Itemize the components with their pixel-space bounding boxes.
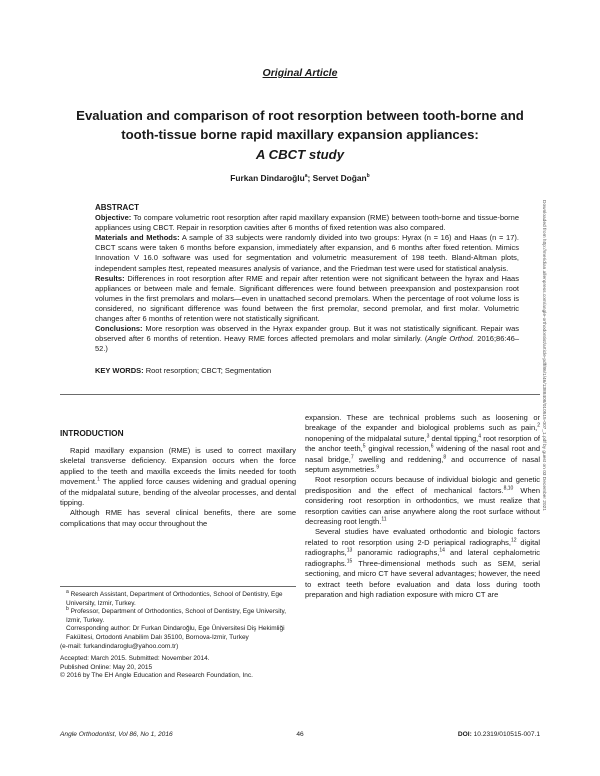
- body-text: Rapid maxillary expansion (RME) is used to correct maxillary skeletal transverse deficiency. Expansion occurs when the force applied to the teeth and maxilla exceeds the limits needed for tooth movement.: [60, 446, 296, 487]
- keywords: [95, 366, 271, 375]
- abstract-label: Results:: [95, 273, 125, 283]
- corresponding-email: (e-mail: furkandindaroglu@yahoo.com.tr): [60, 642, 179, 650]
- footnotes: [60, 588, 296, 681]
- abstract-methods: [95, 233, 519, 273]
- citation-journal: Angle Orthod.: [427, 334, 475, 344]
- abstract-results: [95, 274, 519, 324]
- footnote-text: Professor, Department of Orthodontics, School of Dentistry, Ege University, Izmir, Turkey.: [66, 608, 287, 624]
- author-list: [0, 173, 600, 183]
- section-divider: [60, 394, 540, 395]
- abstract-objective: [95, 213, 519, 233]
- body-paragraph: Although RME has several clinical benefits, there are some complications that may occur throughout the: [60, 508, 296, 528]
- keywords-label: KEY WORDS:: [95, 366, 144, 375]
- footer-journal: Angle Orthodontist, Vol 86, No 1, 2016: [60, 731, 173, 738]
- title-line-2: tooth-tissue borne rapid maxillary expansion appliances:: [121, 127, 479, 142]
- footnote-marker: b: [66, 606, 69, 613]
- author-affiliation-marker: b: [366, 173, 370, 180]
- footnote-divider: [60, 586, 296, 587]
- abstract-heading: ABSTRACT: [95, 203, 139, 212]
- footer-doi: [458, 731, 540, 738]
- body-text: The applied force causes widening and gradual opening of the midpalatal suture, bending of the alveolar processes, and dental tipping.: [60, 477, 296, 508]
- abstract-label: Conclusions:: [95, 324, 143, 334]
- keywords-text: Root resorption; CBCT; Segmentation: [145, 366, 272, 375]
- author-name: Furkan Dindaroğlu: [230, 173, 305, 183]
- left-column: [60, 446, 296, 529]
- footnote: [60, 608, 296, 625]
- accepted-date: Accepted: March 2015. Submitted: November 2014.: [60, 655, 210, 663]
- body-paragraph: Several studies have evaluated orthodontic and biologic factors related to root resorption using 2-D periapical radiographs,$^{12}$ digital radiographs,$^{13}$ panoramic radiographs,$^{14}$ and lateral cephalometric radiographs.$^{15}$ Three-dimensional methods such as SEM, serial sectioning, and micro CT have several advantages; however, the need to extract teeth before evaluation and data loss during tooth preparation and high radiation exposure with micro CT are: [305, 527, 540, 599]
- author-affiliation-marker: a: [304, 173, 308, 180]
- doi-link[interactable]: 10.2319/010515-007.1: [473, 731, 540, 738]
- footnote-marker: a: [66, 588, 69, 595]
- right-column: [305, 413, 540, 600]
- title-line-1: Evaluation and comparison of root resorption between tooth-borne and: [76, 108, 524, 123]
- page-number: 46: [296, 731, 304, 738]
- citation-text: 2016;86:46–52.): [95, 334, 519, 354]
- abstract-label: Materials and Methods:: [95, 233, 180, 243]
- abstract-text: test, repeated measures analysis of variance, and the Friedman test were used for statistical analysis.: [170, 263, 509, 273]
- body-paragraph: expansion. These are technical problems such as loosening or breakage of the expander and biological problems such as pain,$^2$ nonopening of the midpalatal suture,$^3$ dental tipping,$^4$ root resorption of the anchor teeth,$^5$ gingival recession,$^6$ widening of the nasal root and nasal bridge,$^7$ swelling and reddening,$^8$ and occurrence of nasal septum asymmetries.$^9$: [305, 413, 541, 475]
- author-separator: ;: [307, 173, 313, 183]
- copyright: © 2016 by The EH Angle Education and Research Foundation, Inc.: [60, 672, 253, 680]
- author-name: Servet Doğan: [312, 173, 367, 183]
- abstract-label: Objective:: [95, 213, 132, 223]
- abstract-text: More resorption was observed in the Hyrax expander group. But it was not statistically significant. Repair was observed after 6 months of retention. Heavy RME forces affected premolars and molar similarly. (: [95, 324, 519, 344]
- footnote: [60, 588, 296, 608]
- published-date: Published Online: May 20, 2015: [60, 663, 153, 671]
- doi-label: DOI:: [457, 731, 472, 738]
- reference-marker: 1: [97, 476, 100, 483]
- body-paragraph: [60, 446, 296, 508]
- abstract-text: To compare volumetric root resorption after rapid maxillary expansion (RME) between tooth-borne and tissue-borne appliances using CBCT. Repair in resorption cavities after 6 months of fixed retention was also compared.: [95, 213, 519, 233]
- intro-heading: INTRODUCTION: [60, 428, 124, 438]
- footnote-text: Research Assistant, Department of Orthodontics, School of Dentistry, Ege University, Izmir, Turkey.: [66, 591, 283, 607]
- download-watermark: Downloaded from http://meridian.allenpress.com/angle-orthodontist/article-pdf/86/1/46/1388408/010515-007_1.pdf by guest on 03 December 2021: [541, 200, 546, 511]
- abstract-italic: t: [168, 263, 171, 273]
- title-line-3: A CBCT study: [255, 147, 345, 162]
- corresponding-author: Corresponding author: Dr Furkan Dindaroğlu, Ege Üniversitesi Diş Hekimliği Fakültesi, Ortodonti Anabilim Dalı 35100, Bornova-Izmir, Turkey: [66, 625, 285, 641]
- abstract-text: Differences in root resorption after RME and repair after retention were not significant between the hyrax and Haas appliances or between male and female. Significant differences were found between preexpansion and postexpansion root volumes in the first premolars and molars—even in unattached second premolars. When the percentage of root volume loss is considered, no significant difference was found between the first premolar, second premolar, and first molar. Volumetric changes after 6 months of retention were not statistically significant.: [95, 273, 519, 324]
- abstract-conclusions: [95, 324, 519, 354]
- abstract-text: A sample of 33 subjects were randomly divided into two groups: Hyrax (n = 16) and Haas (n = 17). CBCT scans were taken 6 months before expansion, immediately after expansion, and 6 months after fixed retention. Mimics Innovation V 16.0 software was used for segmentation and volumetric measurement of 198 teeth. Bland-Altman plots, independent samples: [95, 233, 519, 273]
- article-type-label: Original Article: [262, 67, 338, 79]
- body-paragraph: Root resorption occurs because of individual biologic and genetic predisposition and the effect of mechanical factors.$^{8,10}$ When considering root resorption in orthodontics, we must realize that resorption cavities can arise anywhere along the root surface without decreasing root length.$^{11}$: [305, 475, 540, 527]
- abstract-block: [95, 203, 519, 354]
